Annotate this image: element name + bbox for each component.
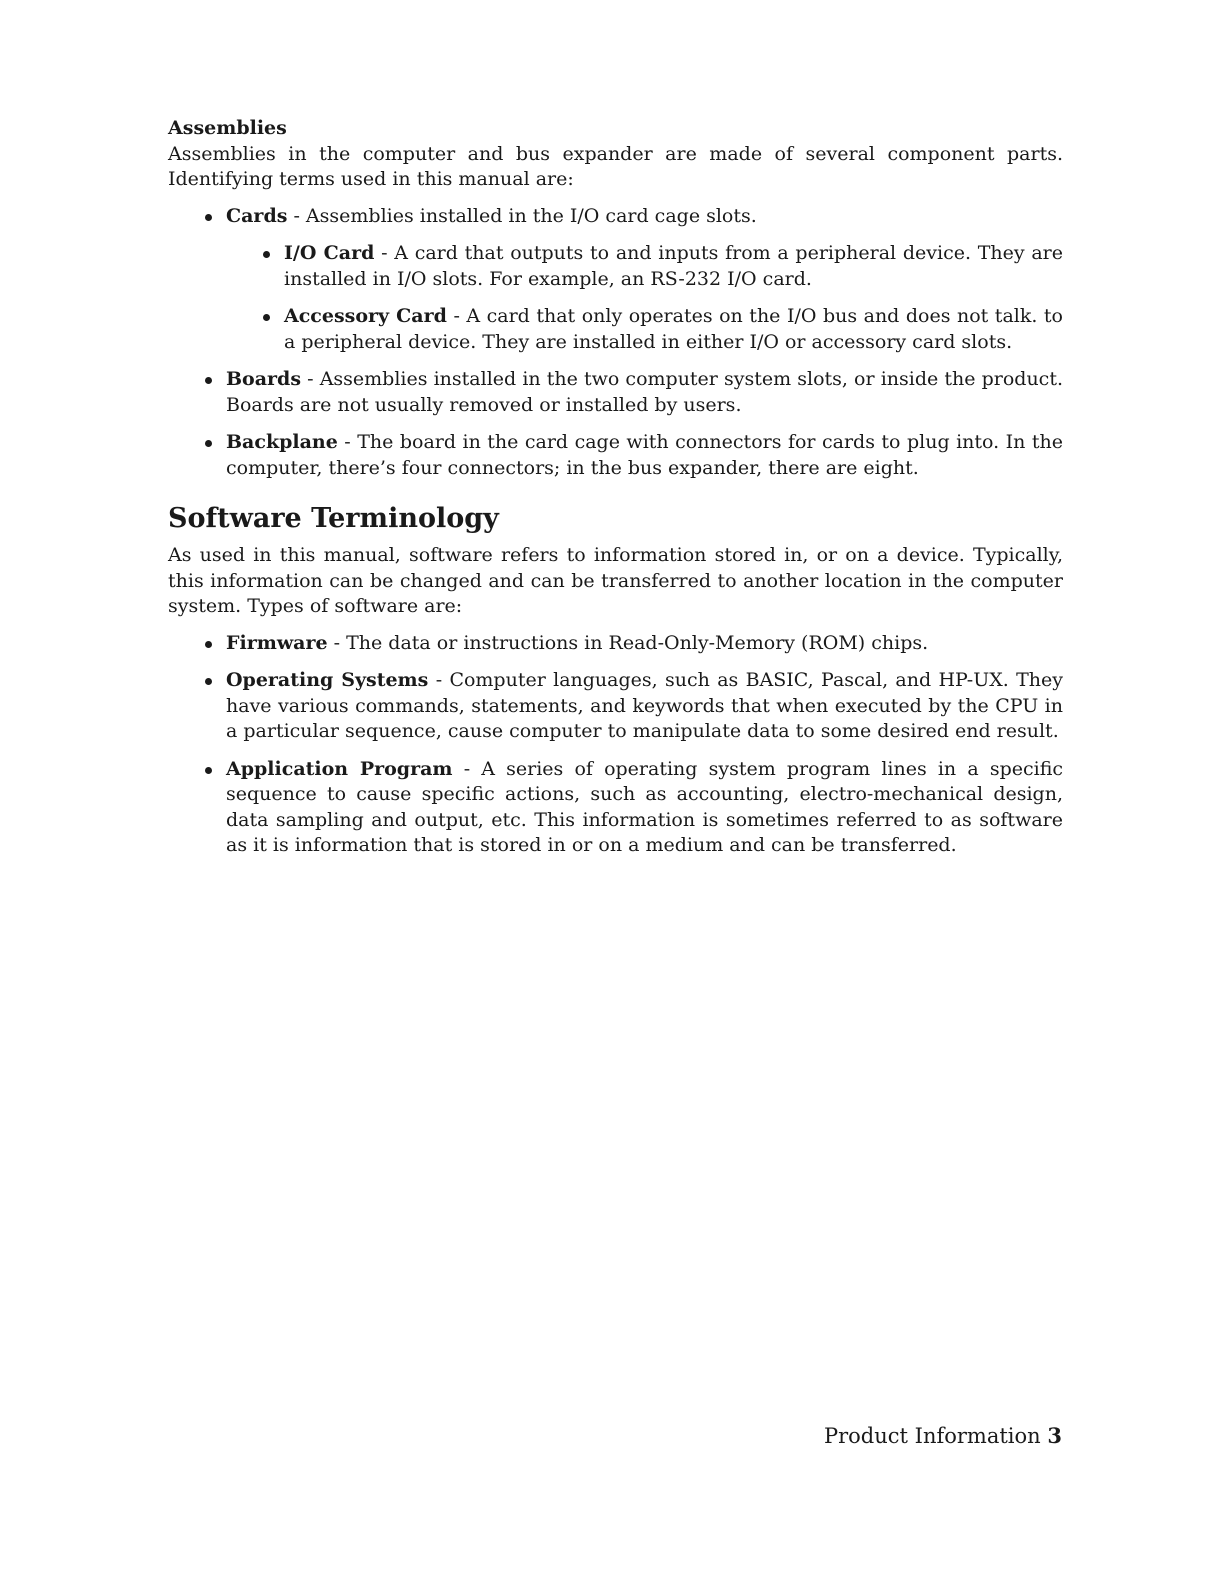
definition-cards: - Assemblies installed in the I/O card cage slots. bbox=[287, 204, 757, 227]
bullet-icon bbox=[205, 641, 212, 648]
page-footer bbox=[824, 1423, 1062, 1449]
list-item-io-card bbox=[284, 241, 1063, 292]
list-item-boards bbox=[226, 367, 1063, 418]
term-operating-systems: Operating Systems bbox=[226, 669, 429, 691]
bullet-icon bbox=[205, 678, 212, 685]
definition-firmware: - The data or instructions in Read-Only-Memory (ROM) chips. bbox=[327, 631, 929, 654]
list-item-application-program bbox=[226, 757, 1063, 859]
list-item-backplane bbox=[226, 430, 1063, 481]
bullet-icon bbox=[205, 214, 212, 221]
assemblies-intro: Assemblies in the computer and bus expander are made of several component parts. Identifying terms used in this manual are: bbox=[168, 142, 1063, 190]
bullet-icon bbox=[263, 314, 270, 321]
assemblies-list bbox=[226, 204, 1063, 482]
definition-accessory-card: - A card that only operates on the I/O bus and does not talk. to a peripheral device. They are installed in either I/O or accessory card slots. bbox=[284, 305, 1063, 353]
software-terminology-heading: Software Terminology bbox=[168, 503, 499, 534]
definition-application-program: - A series of operating system program lines in a specific sequence to cause specific actions, such as accounting, electro-mechanical design, data sampling and output, etc. This information is sometimes referred to as software as it is information that is stored in or on a medium and can be transferred. bbox=[226, 757, 1064, 856]
list-item-accessory-card bbox=[284, 304, 1063, 355]
bullet-icon bbox=[205, 440, 212, 447]
term-cards: Cards bbox=[226, 204, 288, 227]
list-item-cards bbox=[226, 204, 1063, 356]
software-intro: As used in this manual, software refers to information stored in, or on a device. Typically, this information can be changed and can be transferred to another location in the computer system. Types of software are: bbox=[168, 544, 1063, 617]
term-io-card: I/O Card bbox=[284, 242, 375, 264]
term-backplane: Backplane bbox=[226, 431, 338, 453]
cards-sublist bbox=[284, 241, 1063, 355]
definition-operating-systems: - Computer languages, such as BASIC, Pascal, and HP-UX. They have various commands, statements, and keywords that when executed by the CPU in a particular sequence, cause computer to manipulate data to some desired end result. bbox=[226, 669, 1064, 742]
page-number: 3 bbox=[1047, 1423, 1062, 1448]
term-boards: Boards bbox=[226, 368, 302, 390]
bullet-icon bbox=[205, 377, 212, 384]
footer-label: Product Information bbox=[824, 1424, 1041, 1448]
assemblies-heading: Assemblies bbox=[168, 117, 287, 139]
page-content bbox=[168, 116, 1063, 859]
software-list bbox=[226, 631, 1063, 859]
bullet-icon bbox=[205, 767, 212, 774]
list-item-firmware bbox=[226, 631, 1063, 657]
definition-backplane: - The board in the card cage with connectors for cards to plug into. In the computer, there’s four connectors; in the bus expander, there are eight. bbox=[226, 431, 1063, 479]
bullet-icon bbox=[263, 251, 270, 258]
definition-boards: - Assemblies installed in the two computer system slots, or inside the product. Boards are not usually removed or installed by users. bbox=[226, 368, 1063, 416]
list-item-operating-systems bbox=[226, 668, 1063, 745]
term-application-program: Application Program bbox=[226, 757, 453, 780]
term-accessory-card: Accessory Card bbox=[284, 305, 447, 327]
definition-io-card: - A card that outputs to and inputs from a peripheral device. They are installed in I/O slots. For example, an RS-232 I/O card. bbox=[284, 242, 1063, 290]
term-firmware: Firmware bbox=[226, 631, 328, 654]
